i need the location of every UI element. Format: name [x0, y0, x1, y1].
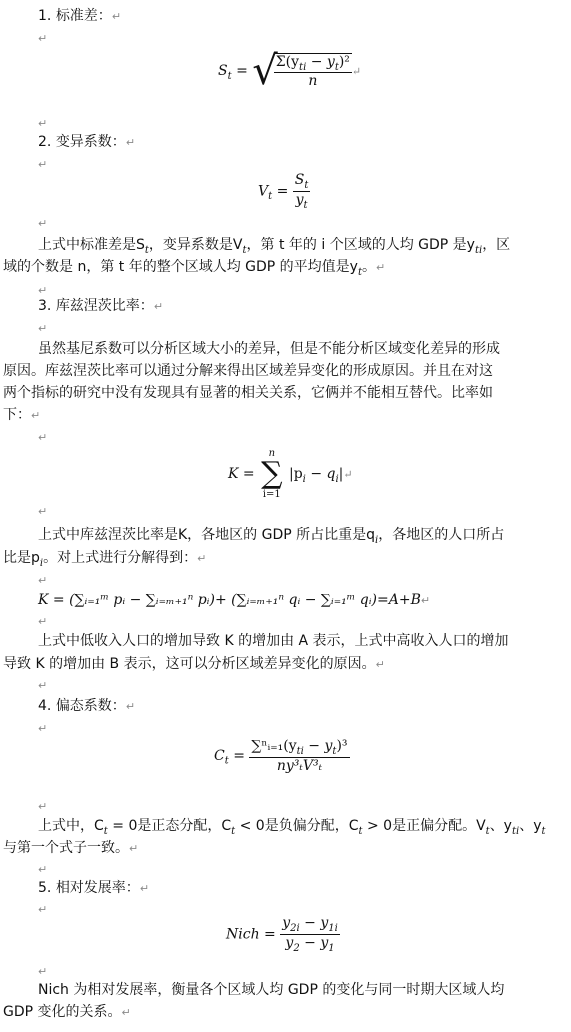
empty-line: ↵: [38, 217, 48, 230]
formula-relative-development: Nich = $\frac{y_{2i} - y_{1i}}{y_2 - y_1}$: [226, 915, 338, 954]
paragraph-line: 两个指标的研究中没有发现具有显著的相关关系，它俩并不能相互替代。比率如: [3, 385, 493, 401]
empty-line: ↵: [38, 679, 48, 692]
empty-line: ↵: [38, 322, 48, 335]
paragraph-line: Nich 为相对发展率，衡量各个区域人均 GDP 的变化与同一时期大区域人均: [38, 982, 505, 998]
paragraph-line: 比是$p_i$。对上式进行分解得到：↵: [3, 550, 207, 569]
empty-line: ↵: [38, 158, 48, 171]
empty-line: ↵: [38, 117, 48, 130]
paragraph-line: 原因。库兹涅茨比率可以通过分解来得出区域差异变化的形成原因。并且在对这: [3, 363, 493, 379]
empty-line: ↵: [38, 574, 48, 587]
empty-line: ↵: [38, 863, 48, 876]
empty-line: ↵: [38, 431, 48, 444]
paragraph-line: 与第一个式子一致。↵: [3, 840, 139, 856]
section-heading-5: 5. 相对发展率：↵: [38, 880, 150, 896]
empty-line: ↵: [38, 615, 48, 628]
empty-line: ↵: [38, 32, 48, 45]
paragraph-line: 上式中，$C_t = 0$是正态分配，$C_t < 0$是负偏分配，$C_t > 0$是正偏分配。$V_t$、$y_{ti}$、$y_t$: [38, 818, 546, 837]
formula-decomposition: K = (∑ᵢ₌₁ᵐ pᵢ − ∑ᵢ₌ₘ₊₁ⁿ pᵢ)+ (∑ᵢ₌ₘ₊₁ⁿ qᵢ − ∑ᵢ₌₁ᵐ qᵢ)=A+B↵: [38, 592, 431, 608]
paragraph-line: 上式中库兹涅茨比率是K，各地区的 GDP 所占比重是$q_i$，各地区的人口所占: [38, 527, 505, 546]
section-heading-3: 3. 库兹涅茨比率：↵: [38, 298, 164, 314]
empty-line: ↵: [38, 800, 48, 813]
section-heading-2: 2. 变异系数：↵: [38, 134, 136, 150]
section-heading-1: 1. 标准差：↵: [38, 8, 122, 24]
empty-line: ↵: [38, 722, 48, 735]
section-heading-4: 4. 偏态系数：↵: [38, 698, 136, 714]
formula-kuznets-ratio: K = n ∑ i=1 $|p_i$ − $q_i|↵$: [228, 448, 353, 500]
paragraph-line: 下：↵: [3, 407, 41, 423]
empty-line: ↵: [38, 965, 48, 978]
paragraph-line: 虽然基尼系数可以分析区域大小的差异，但是不能分析区域变化差异的形成: [38, 341, 500, 357]
empty-line: ↵: [38, 505, 48, 518]
paragraph-line: 上式中低收入人口的增加导致 K 的增加由 A 表示，上式中高收入人口的增加: [38, 633, 509, 649]
paragraph-line: 上式中标准差是$S_t$，变异系数是$V_t$，第 t 年的 i 个区域的人均 GDP 是$y_{ti}$，区: [38, 237, 511, 256]
formula-standard-deviation: $S_t$ = √ $\frac{\Sigma(y_{ti} - y_t)^2}{n}$ ↵: [218, 48, 362, 94]
formula-skewness: $C_t$ = $\frac{\sum^nᵢ_{=1}(y_{ti} - y_t)^3}{\text{ny³ₜV³ₜ}}$: [214, 738, 348, 774]
paragraph-line: 导致 K 的增加由 B 表示，这可以分析区域差异变化的原因。↵: [3, 656, 385, 672]
empty-line: ↵: [38, 903, 48, 916]
paragraph-line: 域的个数是 n，第 t 年的整个区域人均 GDP 的平均值是$y_t$。↵: [3, 259, 386, 278]
paragraph-line: GDP 变化的关系。↵: [3, 1004, 131, 1020]
empty-line: ↵: [38, 284, 48, 297]
formula-variation-coefficient: $V_t$ = $\frac{S_t}{y_t}$: [258, 172, 309, 211]
